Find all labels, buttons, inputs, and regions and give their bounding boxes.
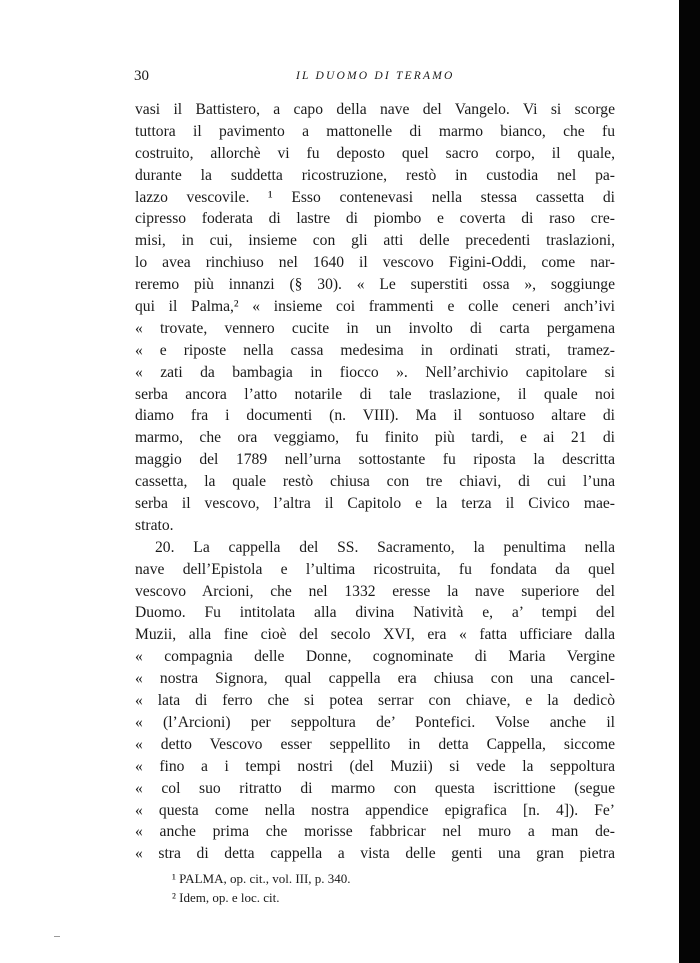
body-line: serba ancora l’atto notarile di tale traslazione, il quale noi [135, 385, 615, 403]
body-line: vescovo Arcioni, che nel 1332 eresse la nave superiore del [135, 582, 615, 600]
body-line: durante la suddetta ricostruzione, restò in custodia nel pa- [135, 166, 615, 184]
body-line: Duomo. Fu intitolata alla divina Natività e, a’ tempi del [135, 604, 615, 622]
body-line: tuttora il pavimento a mattonelle di marmo bianco, che fu [135, 122, 615, 140]
scan-speck [54, 936, 60, 937]
body-line: « trovate, vennero cucite in un involto di carta pergamena [135, 319, 615, 337]
footnote-2: ² Idem, op. e loc. cit. [172, 890, 280, 905]
body-line: vasi il Battistero, a capo della nave del Vangelo. Vi si scorge [135, 101, 615, 118]
body-line: « e riposte nella cassa medesima in ordinati strati, tramez- [135, 341, 615, 359]
footnotes [172, 869, 351, 907]
body-line: cassetta, la quale restò chiusa con tre chiavi, di cui l’una [135, 473, 615, 491]
paragraph-start-line: 20. La cappella del SS. Sacramento, la penultima nella [155, 538, 615, 556]
body-line: diamo fra i documenti (n. VIII). Ma il sontuoso altare di [135, 407, 615, 425]
body-line: strato. [135, 516, 174, 534]
body-line: « (l’Arcioni) per seppoltura de’ Pontefici. Volse anche il [135, 713, 615, 731]
body-line: « nostra Signora, qual cappella era chiusa con una cancel- [135, 670, 615, 688]
body-line: « fino a i tempi nostri (del Muzii) si vede la seppoltura [135, 757, 615, 775]
body-line: misi, in cui, insieme con gli atti delle precedenti traslazioni, [135, 232, 615, 250]
body-line: « anche prima che morisse fabbricar nel muro a man de- [135, 823, 615, 841]
body-line: « compagnia delle Donne, cognominate di Maria Vergine [135, 648, 615, 666]
body-line: marmo, che ora veggiamo, fu finito più tardi, e ai 21 di [135, 429, 615, 447]
body-line: lo avea rinchiuso nel 1640 il vescovo Figini-Oddi, come nar- [135, 254, 615, 272]
body-line: costruito, allorchè vi fu deposto quel sacro corpo, il quale, [135, 144, 615, 162]
body-text [135, 99, 615, 865]
body-line: nave dell’Epistola e l’ultima ricostruita, fu fondata da quel [135, 560, 615, 578]
scan-dark-edge [679, 0, 700, 963]
body-line: lazzo vescovile. ¹ Esso contenevasi nella stessa cassetta di [135, 188, 615, 206]
body-line: « stra di detta cappella a vista delle genti una gran pietra [135, 845, 615, 863]
body-line: cipresso foderata di lastre di piombo e coverta di raso cre- [135, 210, 615, 228]
body-line: qui il Palma,² « insieme coi frammenti e colle ceneri anch’ivi [135, 298, 615, 316]
body-line: reremo più innanzi (§ 30). « Le superstiti ossa », soggiunge [135, 276, 615, 294]
body-line: « zati da bambagia in fiocco ». Nell’archivio capitolare si [135, 363, 615, 381]
body-line: « detto Vescovo esser seppellito in detta Cappella, siccome [135, 735, 615, 753]
body-line: « col suo ritratto di marmo con questa iscrittione (segue [135, 779, 615, 797]
running-title: IL DUOMO DI TERAMO [296, 70, 455, 82]
body-line: « lata di ferro che si potea serrar con chiave, e la dedicò [135, 692, 615, 710]
body-line: Muzii, alla fine cioè del secolo XVI, era « fatta ufficiare dalla [135, 626, 615, 644]
body-line: « questa come nella nostra appendice epigrafica [n. 4]). Fe’ [135, 801, 615, 819]
page-number: 30 [134, 68, 149, 84]
body-line: maggio del 1789 nell’urna sottostante fu riposta la descritta [135, 451, 615, 469]
body-line: serba il vescovo, l’altra il Capitolo e la terza il Civico mae- [135, 495, 615, 513]
footnote-1: ¹ PALMA, op. cit., vol. III, p. 340. [172, 871, 351, 886]
